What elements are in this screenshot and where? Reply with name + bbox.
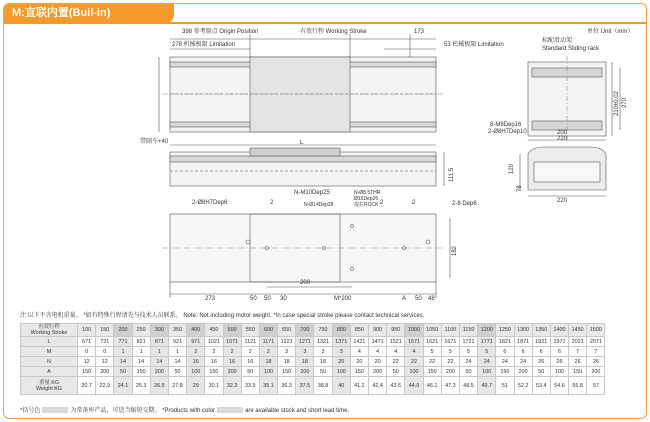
table-cell: 33.9: [241, 377, 259, 395]
dim-50a: 50: [250, 296, 257, 302]
table-cell: 20.7: [78, 377, 96, 395]
dim-173: 173: [414, 29, 425, 35]
table-cell: 16: [187, 357, 205, 367]
stroke-cell: 1350: [532, 324, 550, 337]
hole-note-2: Ø16Dep26: [354, 196, 379, 202]
table-cell: 6: [532, 347, 550, 357]
dim-200: 200: [300, 280, 311, 286]
stroke-cell: 1300: [514, 324, 532, 337]
table-cell: 6: [514, 347, 532, 357]
table-cell: 2: [223, 347, 241, 357]
table-cell: 20: [350, 357, 368, 367]
table-cell: 150: [205, 367, 223, 377]
table-cell: 32.3: [223, 377, 241, 395]
table-cell: 1: [114, 347, 132, 357]
stroke-cell: 1450: [569, 324, 587, 337]
row-label: 重量 KG Weight KG: [21, 377, 78, 395]
table-cell: 1771: [478, 337, 496, 347]
dim-220-end: 220: [557, 136, 568, 142]
table-cell: 1071: [223, 337, 241, 347]
dim-50b: 50: [264, 296, 271, 302]
height-111: 111.5: [449, 167, 455, 182]
table-cell: 24: [496, 357, 514, 367]
table-cell: 2: [241, 347, 259, 357]
table-cell: 5: [459, 347, 477, 357]
table-cell: 50: [168, 367, 186, 377]
table-cell: 41.2: [350, 377, 368, 395]
table-cell: 18: [296, 357, 314, 367]
stroke-cell: 1100: [441, 324, 459, 337]
stroke-cell: 1250: [496, 324, 514, 337]
stroke-cell: 100: [78, 324, 96, 337]
table-cell: 1221: [278, 337, 296, 347]
table-cell: 54.6: [550, 377, 568, 395]
table-cell: 6: [550, 347, 568, 357]
table-cell: 25.3: [132, 377, 150, 395]
rack-en: Standard Sliding rack: [542, 46, 600, 52]
table-cell: 16: [205, 357, 223, 367]
top-view: [159, 34, 620, 298]
stroke-cell: 650: [278, 324, 296, 337]
dim-50c: 50: [415, 296, 422, 302]
table-cell: 150: [132, 367, 150, 377]
table-cell: 1271: [296, 337, 314, 347]
stroke-cell: 700: [296, 324, 314, 337]
table-cell: 150: [78, 367, 96, 377]
table-cell: 871: [150, 337, 168, 347]
table-cell: 200: [587, 367, 605, 377]
table-cell: 22.9: [96, 377, 114, 395]
table-cell: 2071: [587, 337, 605, 347]
stroke-cell: 1150: [459, 324, 477, 337]
stroke-cell: 350: [168, 324, 186, 337]
table-cell: 721: [96, 337, 114, 347]
stock-swatch: [42, 407, 68, 413]
stroke-cell: 1200: [478, 324, 496, 337]
table-row: [21, 357, 605, 367]
table-cell: 50: [314, 367, 332, 377]
hole-note-1: N-Ø8.5THR: [354, 190, 381, 196]
table-cell: 50: [241, 367, 259, 377]
footer-note: *括号色 为常备库产品，可适当缩短交期。 *Products with color are available stock and short lead time.: [20, 408, 350, 414]
length-label: L: [300, 140, 304, 146]
table-cell: 0: [96, 347, 114, 357]
stroke-cell: 500: [223, 324, 241, 337]
table-cell: 24.1: [114, 377, 132, 395]
table-cell: 12: [96, 357, 114, 367]
table-cell: 150: [496, 367, 514, 377]
table-cell: 1: [168, 347, 186, 357]
table-cell: 5: [423, 347, 441, 357]
table-cell: 30.1: [205, 377, 223, 395]
table-cell: 26: [532, 357, 550, 367]
end-tap: 8-M8Dep16: [490, 122, 522, 128]
dowel-right: 2-8 Dep6: [452, 201, 477, 207]
row-label: A: [21, 367, 78, 377]
table-cell: 2: [205, 347, 223, 357]
table-cell: 821: [132, 337, 150, 347]
table-cell: 200: [514, 367, 532, 377]
table-cell: 29: [187, 377, 205, 395]
table-cell: 43.6: [387, 377, 405, 395]
table-cell: 150: [278, 367, 296, 377]
table-cell: 22: [441, 357, 459, 367]
table-cell: 671: [78, 337, 96, 347]
dim-m200: M*200: [334, 296, 352, 302]
table-cell: 24: [459, 357, 477, 367]
table-cell: 1971: [550, 337, 568, 347]
table-row: [21, 337, 605, 347]
table-cell: 14: [168, 357, 186, 367]
stroke-cell: 800: [332, 324, 350, 337]
table-cell: 100: [550, 367, 568, 377]
table-cell: 50: [114, 367, 132, 377]
table-cell: 2: [259, 347, 277, 357]
dim-182: 182: [452, 245, 458, 256]
table-cell: 1171: [259, 337, 277, 347]
mech-limit-right: 53 机械极限 Limitation: [444, 42, 504, 48]
table-cell: 35.1: [259, 377, 277, 395]
dim-48: 48: [428, 296, 435, 302]
hole-note-4: 提拉ROCK: [354, 202, 379, 208]
table-cell: 921: [168, 337, 186, 347]
stroke-cell: 300: [150, 324, 168, 337]
table-cell: 51: [496, 377, 514, 395]
table-cell: 49.7: [478, 377, 496, 395]
table-cell: 22: [387, 357, 405, 367]
table-cell: 7: [569, 347, 587, 357]
table-cell: 6: [496, 347, 514, 357]
hole-note-3: N-Ø14Dep28: [304, 202, 334, 208]
table-cell: 1921: [532, 337, 550, 347]
table-cell: 1871: [514, 337, 532, 347]
stroke-cell: 1000: [405, 324, 423, 337]
stroke-cell: 450: [205, 324, 223, 337]
stroke-cell: 200: [114, 324, 132, 337]
table-cell: 14: [132, 357, 150, 367]
table-cell: 20: [369, 357, 387, 367]
section-title: M:直联内置(Buil-in): [4, 4, 174, 23]
stroke-cell: 400: [187, 324, 205, 337]
table-cell: 200: [369, 367, 387, 377]
table-cell: 4: [387, 347, 405, 357]
stroke-cell: 1500: [587, 324, 605, 337]
table-cell: 14: [150, 357, 168, 367]
table-cell: 50: [532, 367, 550, 377]
table-cell: 16: [223, 357, 241, 367]
table-cell: 1621: [423, 337, 441, 347]
working-stroke-label: 有效行程 Working Stroke: [300, 29, 367, 35]
dim-30: 30: [280, 296, 287, 302]
table-cell: 7: [587, 347, 605, 357]
table-cell: 1471: [369, 337, 387, 347]
table-cell: 42.4: [369, 377, 387, 395]
table-cell: 12: [78, 357, 96, 367]
table-cell: 24: [478, 357, 496, 367]
stroke-cell: 950: [387, 324, 405, 337]
table-cell: 22: [423, 357, 441, 367]
table-cell: 26.5: [150, 377, 168, 395]
table-cell: 200: [441, 367, 459, 377]
table-cell: 18: [259, 357, 277, 367]
stroke-cell: 550: [241, 324, 259, 337]
table-cell: 53.4: [532, 377, 550, 395]
table-cell: 200: [223, 367, 241, 377]
table-cell: 44.9: [405, 377, 423, 395]
table-cell: 1371: [332, 337, 350, 347]
table-cell: 38.8: [314, 377, 332, 395]
table-body: [21, 337, 605, 395]
table-cell: 27.8: [168, 377, 186, 395]
table-cell: 200: [296, 367, 314, 377]
table-cell: 150: [569, 367, 587, 377]
table-row: [21, 347, 605, 357]
stroke-cell: 1400: [550, 324, 568, 337]
stroke-cell: 150: [96, 324, 114, 337]
table-cell: 1521: [387, 337, 405, 347]
table-cell: 50: [459, 367, 477, 377]
table-cell: 36.3: [278, 377, 296, 395]
stroke-cell: 900: [369, 324, 387, 337]
stroke-cell: 1050: [423, 324, 441, 337]
dim-2a: 2: [270, 200, 274, 206]
table-cell: 3: [332, 347, 350, 357]
table-cell: 1: [150, 347, 168, 357]
dim-78: 78: [517, 185, 523, 192]
table-cell: 4: [405, 347, 423, 357]
stroke-cell: 850: [350, 324, 368, 337]
dim-200-end: 200: [557, 130, 568, 136]
table-cell: 1321: [314, 337, 332, 347]
table-cell: 26: [587, 357, 605, 367]
stock-swatch-en: [217, 407, 243, 413]
table-cell: 971: [187, 337, 205, 347]
table-cell: 3: [314, 347, 332, 357]
row-label: L: [21, 337, 78, 347]
table-cell: 1721: [459, 337, 477, 347]
dim-2c: 2: [412, 200, 416, 206]
stroke-header: 有效行程 Working Stroke: [21, 324, 78, 337]
table-cell: 48.5: [459, 377, 477, 395]
table-cell: 1121: [241, 337, 259, 347]
table-cell: 1: [132, 347, 150, 357]
table-cell: 771: [114, 337, 132, 347]
table-cell: 18: [278, 357, 296, 367]
table-cell: 4: [350, 347, 368, 357]
table-cell: 26: [569, 357, 587, 367]
table-cell: 47.3: [441, 377, 459, 395]
table-cell: 150: [350, 367, 368, 377]
table-cell: 100: [405, 367, 423, 377]
table-cell: 3: [278, 347, 296, 357]
table-header-row: [21, 324, 605, 337]
tap-holes: N-M10Dep25: [294, 190, 330, 196]
table-cell: 100: [259, 367, 277, 377]
table-cell: 24: [514, 357, 532, 367]
table-cell: 40: [332, 377, 350, 395]
table-cell: 5: [441, 347, 459, 357]
table-cell: 5: [478, 347, 496, 357]
dim-220b: 220: [557, 198, 568, 204]
rack-cn: 标配滑动架: [542, 38, 573, 44]
dowel-left: 2-Ø8H7Dep6: [192, 200, 228, 206]
table-cell: 22: [405, 357, 423, 367]
spec-table: [20, 323, 605, 395]
stroke-cell: 250: [132, 324, 150, 337]
belt-width-label: 带副车+40: [140, 139, 169, 145]
table-cell: 16: [241, 357, 259, 367]
row-label: M: [21, 347, 78, 357]
row-label: N: [21, 357, 78, 367]
table-cell: 200: [150, 367, 168, 377]
table-cell: 100: [332, 367, 350, 377]
dim-210: 210±0.02: [614, 91, 620, 116]
table-cell: 0: [78, 347, 96, 357]
dim-120: 120: [509, 163, 515, 174]
stroke-cell: 750: [314, 324, 332, 337]
table-cell: 1571: [405, 337, 423, 347]
table-cell: 14: [114, 357, 132, 367]
table-cell: 55.8: [569, 377, 587, 395]
spec-sheet: [3, 3, 647, 419]
table-row: [21, 367, 605, 377]
dim-270: 270: [622, 97, 628, 108]
table-cell: 150: [423, 367, 441, 377]
table-cell: 20: [332, 357, 350, 367]
table-cell: 18: [314, 357, 332, 367]
table-cell: 100: [478, 367, 496, 377]
table-row: [21, 377, 605, 395]
table-cell: 1421: [350, 337, 368, 347]
table-cell: 1671: [441, 337, 459, 347]
dim-a: A: [402, 296, 407, 302]
table-cell: 50: [387, 367, 405, 377]
table-cell: 46.1: [423, 377, 441, 395]
table-cell: 37.5: [296, 377, 314, 395]
unit-label: 单位 Unit（mm）: [587, 29, 634, 35]
end-dowel: 2-Ø8H7Dep10: [488, 129, 527, 135]
table-cell: 2021: [569, 337, 587, 347]
table-cell: 4: [369, 347, 387, 357]
mech-limit-left: 278 机械极限 Limitation: [172, 42, 236, 48]
origin-label: 398 参考原点 Origin Position: [182, 29, 259, 35]
table-cell: 1021: [205, 337, 223, 347]
table-cell: 52.2: [514, 377, 532, 395]
table-cell: 200: [96, 367, 114, 377]
dim-2b: 2: [380, 200, 384, 206]
table-cell: 1821: [496, 337, 514, 347]
table-cell: 3: [296, 347, 314, 357]
table-cell: 100: [187, 367, 205, 377]
dim-273: 273: [205, 296, 216, 302]
table-cell: 26: [550, 357, 568, 367]
notes: 注:以下不含电机重量。 *如有特殊行程请先与技术人员联系。 Note: Not including motor weight. *In case special stroke please contact technical services.: [20, 313, 425, 319]
stroke-cell: 600: [259, 324, 277, 337]
table-cell: 57: [587, 377, 605, 395]
table-cell: 2: [187, 347, 205, 357]
